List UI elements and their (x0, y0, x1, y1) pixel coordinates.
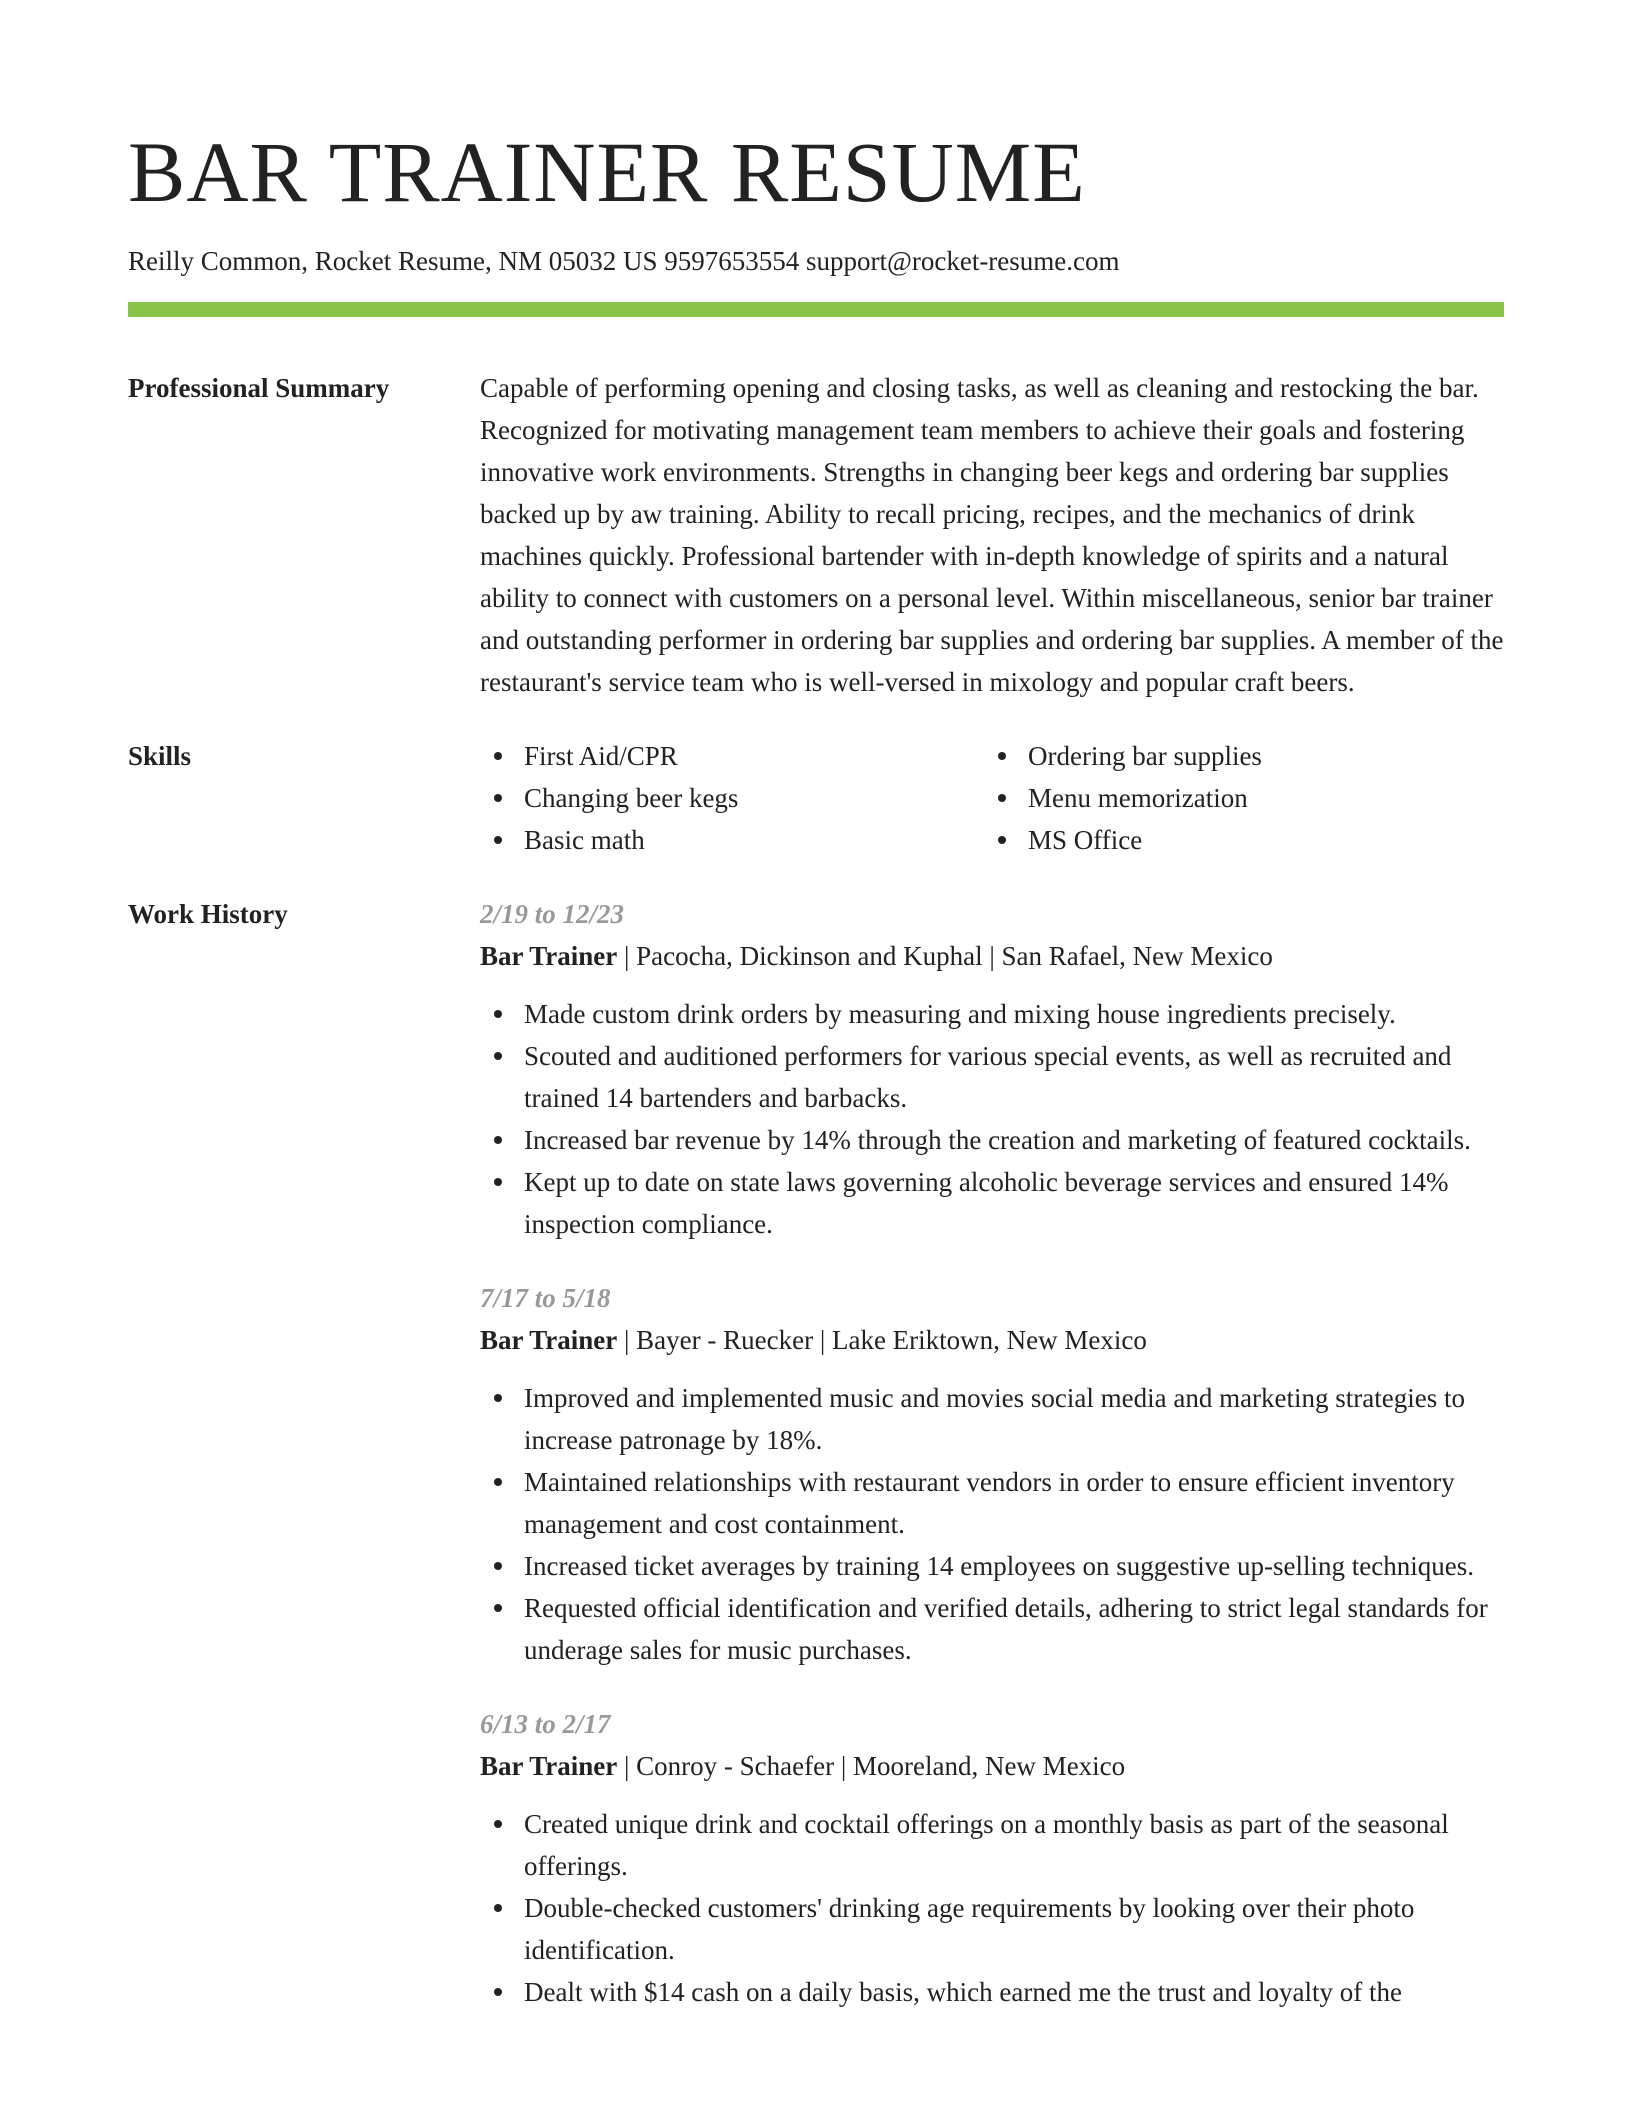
work-history-label: Work History (128, 899, 288, 929)
job-title: Bar Trainer (480, 1325, 618, 1355)
job-bullet: Maintained relationships with restaurant vendors in order to ensure efficient inventory management and cost containment. (480, 1461, 1504, 1545)
job-dates: 2/19 to 12/23 (480, 899, 625, 929)
job-heading (480, 1745, 1504, 1787)
skills-label: Skills (128, 741, 192, 771)
job-bullet: Created unique drink and cocktail offerings on a monthly basis as part of the seasonal offerings. (480, 1803, 1504, 1887)
work-history-section (128, 893, 1504, 2045)
job-details: | Pacocha, Dickinson and Kuphal | San Rafael, New Mexico (617, 941, 1273, 971)
summary-text: Capable of performing opening and closing tasks, as well as cleaning and restocking the bar. Recognized for motivating management team members to achieve their goals and fostering innovative work environments. Strengths in changing beer kegs and ordering bar supplies backed up by aw training. Ability to recall pricing, recipes, and the mechanics of drink machines quickly. Professional bartender with in-depth knowledge of spirits and a natural ability to connect with customers on a personal level. Within miscellaneous, senior bar trainer and outstanding performer in ordering bar supplies and ordering bar supplies. A member of the restaurant's service team who is well-versed in mixology and popular craft beers. (480, 373, 1504, 697)
job-details: | Bayer - Ruecker | Lake Eriktown, New Mexico (617, 1325, 1147, 1355)
contact-line: Reilly Common, Rocket Resume, NM 05032 US 9597653554 support@rocket-resume.com (128, 246, 1120, 276)
summary-label: Professional Summary (128, 373, 390, 403)
job-dates: 7/17 to 5/18 (480, 1283, 611, 1313)
skill-item: Ordering bar supplies (984, 735, 1488, 777)
job-details: | Conroy - Schaefer | Mooreland, New Mexico (617, 1751, 1126, 1781)
skill-item: Menu memorization (984, 777, 1488, 819)
job-bullet: Scouted and auditioned performers for various special events, as well as recruited and trained 14 bartenders and barbacks. (480, 1035, 1504, 1119)
job-bullet: Increased ticket averages by training 14 employees on suggestive up-selling techniques. (480, 1545, 1504, 1587)
job-bullets (480, 1377, 1504, 1671)
skill-item: First Aid/CPR (480, 735, 984, 777)
job-bullet: Made custom drink orders by measuring and mixing house ingredients precisely. (480, 993, 1504, 1035)
job-entry (480, 893, 1504, 1245)
skill-item: MS Office (984, 819, 1488, 861)
summary-section (128, 367, 1504, 703)
job-title: Bar Trainer (480, 941, 618, 971)
skills-grid (480, 735, 1504, 861)
job-bullet: Requested official identification and verified details, adhering to strict legal standards for underage sales for music purchases. (480, 1587, 1504, 1671)
work-history-body (480, 893, 1504, 2045)
resume-title: BAR TRAINER RESUME (128, 124, 1086, 220)
job-title: Bar Trainer (480, 1751, 618, 1781)
job-heading (480, 1319, 1504, 1361)
job-bullets (480, 993, 1504, 1245)
job-heading (480, 935, 1504, 977)
job-bullet: Double-checked customers' drinking age requirements by looking over their photo identification. (480, 1887, 1504, 1971)
skills-section (128, 735, 1504, 861)
job-bullet: Improved and implemented music and movies social media and marketing strategies to increase patronage by 18%. (480, 1377, 1504, 1461)
resume-page (128, 124, 1504, 2045)
job-bullet: Kept up to date on state laws governing alcoholic beverage services and ensured 14% inspection compliance. (480, 1161, 1504, 1245)
skills-column-right (984, 735, 1488, 861)
skill-item: Basic math (480, 819, 984, 861)
job-entry (480, 1277, 1504, 1671)
job-dates: 6/13 to 2/17 (480, 1709, 611, 1739)
job-bullet: Dealt with $14 cash on a daily basis, which earned me the trust and loyalty of the (480, 1971, 1504, 2013)
job-bullet: Increased bar revenue by 14% through the creation and marketing of featured cocktails. (480, 1119, 1504, 1161)
job-bullets (480, 1803, 1504, 2013)
skills-column-left (480, 735, 984, 861)
header-divider (128, 302, 1504, 317)
skill-item: Changing beer kegs (480, 777, 984, 819)
job-entry (480, 1703, 1504, 2013)
